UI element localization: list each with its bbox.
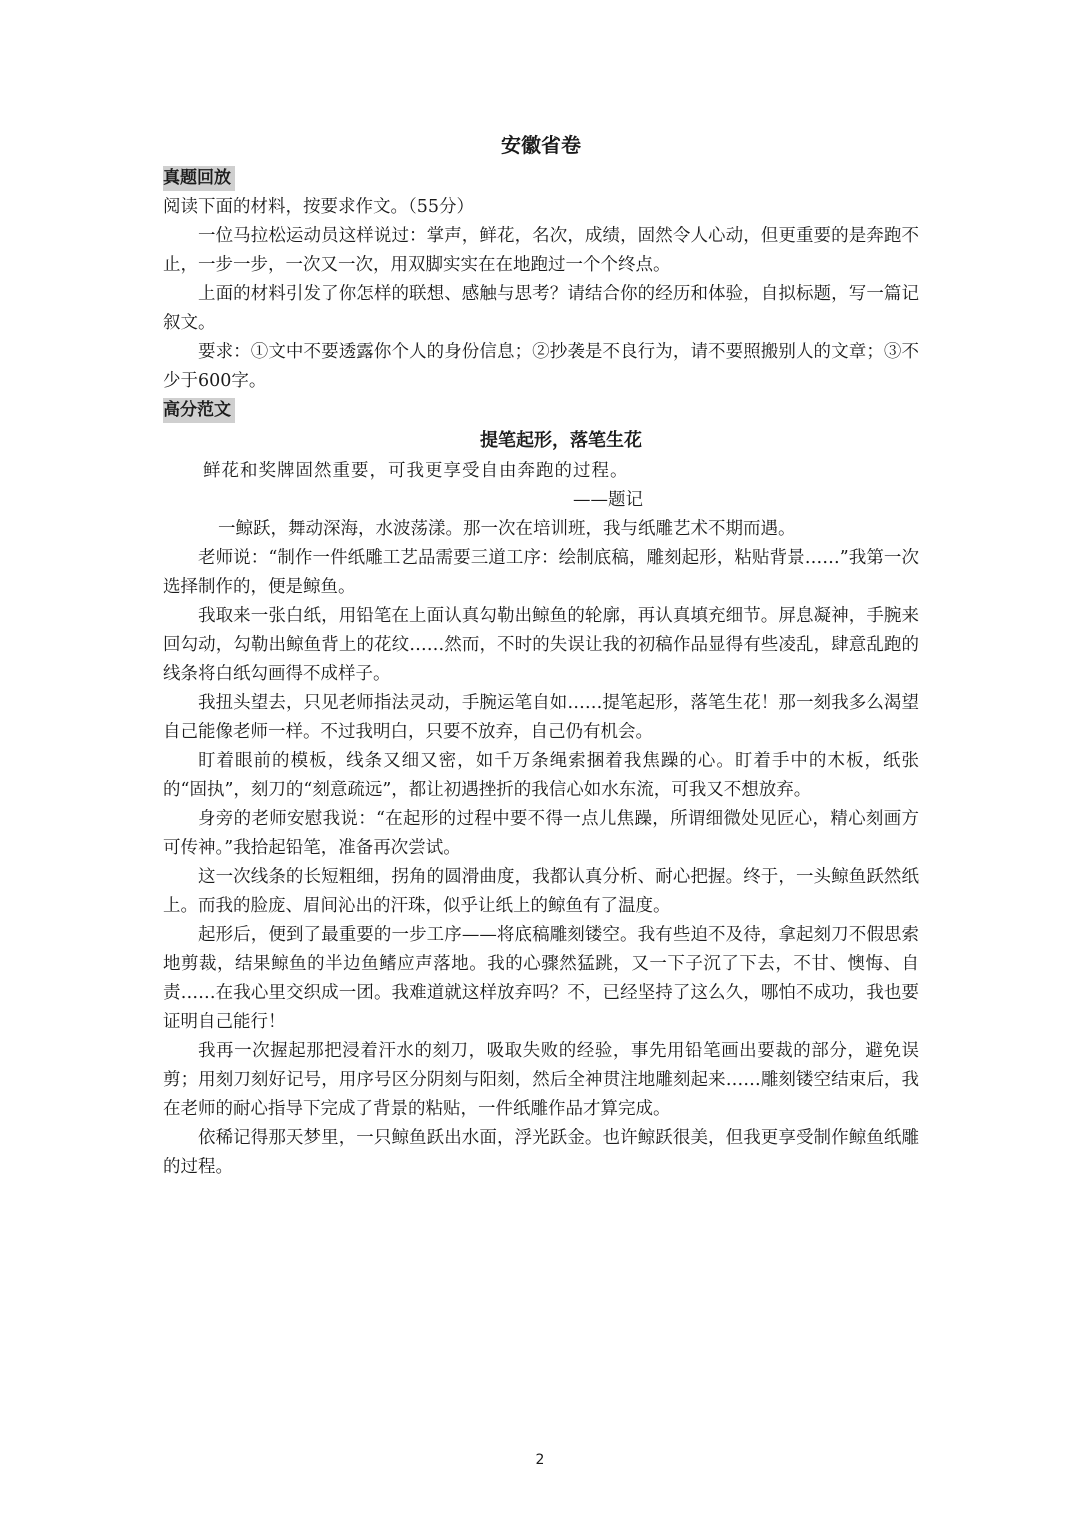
essay-section-label: 高分范文 — [163, 398, 235, 423]
essay-paragraph: 我取来一张白纸，用铅笔在上面认真勾勒出鲸鱼的轮廓，再认真填充细节。屏息凝神，手腕来回勾动，勾勒出鲸鱼背上的花纹……然而，不时的失误让我的初稿作品显得有些凌乱，肆意乱跑的线条将白纸勾画得不成样子。 — [163, 606, 919, 684]
essay-epigraph: 鲜花和奖牌固然重要，可我更享受自由奔跑的过程。 — [203, 461, 629, 481]
essay-paragraph: 我扭头望去，只见老师指法灵动，手腕运笔自如……提笔起形，落笔生花！那一刻我多么渴望自己能像老师一样。不过我明白，只要不放弃，自己仍有机会。 — [163, 693, 919, 742]
prompt-task: 上面的材料引发了你怎样的联想、感触与思考？请结合你的经历和体验，自拟标题，写一篇记叙文。 — [163, 284, 919, 333]
prompt-section-label: 真题回放 — [163, 166, 235, 191]
essay-paragraph: 盯着眼前的模板，线条又细又密，如千万条绳索捆着我焦躁的心。盯着手中的木板，纸张的“固执”，刻刀的“刻意疏远”，都让初遇挫折的我信心如水东流，可我又不想放弃。 — [163, 751, 919, 800]
essay-paragraph: 这一次线条的长短粗细，拐角的圆滑曲度，我都认真分析、耐心把握。终于，一头鲸鱼跃然纸上。而我的脸庞、眉间沁出的汗珠，似乎让纸上的鲸鱼有了温度。 — [163, 867, 919, 916]
prompt-requirements: 要求：①文中不要透露你个人的身份信息；②抄袭是不良行为，请不要照搬别人的文章；③不少于600字。 — [163, 342, 919, 391]
essay-paragraph: 我再一次握起那把浸着汗水的刻刀，吸取失败的经验，事先用铅笔画出要裁的部分，避免误剪；用刻刀刻好记号，用序号区分阴刻与阳刻，然后全神贯注地雕刻起来……雕刻镂空结束后，我在老师的耐心指导下完成了背景的粘贴，一件纸雕作品才算完成。 — [163, 1041, 919, 1119]
essay-paragraph: 身旁的老师安慰我说：“在起形的过程中要不得一点儿焦躁，所谓细微处见匠心，精心刻画方可传神。”我拾起铅笔，准备再次尝试。 — [163, 809, 919, 858]
page-number: 2 — [535, 1452, 545, 1468]
prompt-material: 一位马拉松运动员这样说过：掌声，鲜花，名次，成绩，固然令人心动，但更重要的是奔跑不止，一步一步，一次又一次，用双脚实实在在地跑过一个个终点。 — [163, 226, 919, 275]
essay-epigraph-source: ——题记 — [573, 490, 643, 510]
essay-paragraph: 一鲸跃，舞动深海，水波荡漾。那一次在培训班，我与纸雕艺术不期而遇。 — [218, 519, 796, 539]
essay-title: 提笔起形，落笔生花 — [480, 430, 642, 451]
essay-paragraph: 老师说：“制作一件纸雕工艺品需要三道工序：绘制底稿，雕刻起形，粘贴背景……”我第一次选择制作的，便是鲸鱼。 — [163, 548, 919, 597]
page-title: 安徽省卷 — [501, 133, 581, 157]
essay-paragraph: 依稀记得那天梦里，一只鲸鱼跃出水面，浮光跃金。也许鲸跃很美，但我更享受制作鲸鱼纸雕的过程。 — [163, 1128, 919, 1177]
prompt-instruction: 阅读下面的材料，按要求作文。（55分） — [163, 197, 475, 217]
page-content — [163, 128, 919, 1182]
essay-paragraph: 起形后，便到了最重要的一步工序——将底稿雕刻镂空。我有些迫不及待，拿起刻刀不假思索地剪裁，结果鲸鱼的半边鱼鳍应声落地。我的心骤然猛跳，又一下子沉了下去，不甘、懊悔、自责……在我心里交织成一团。我难道就这样放弃吗？不，已经坚持了这么久，哪怕不成功，我也要证明自己能行！ — [163, 925, 919, 1032]
